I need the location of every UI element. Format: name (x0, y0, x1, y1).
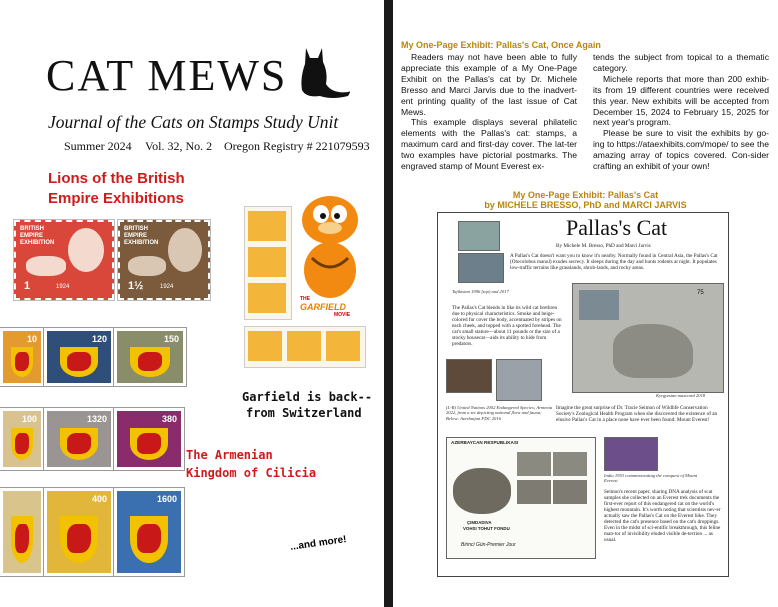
registry-number: Oregon Registry # 221079593 (224, 139, 370, 153)
stamp-armenia-olive: 150 (114, 328, 186, 386)
exhibit-title: Pallas's Cat (566, 215, 668, 240)
caption-tajikistan: Tajikistan 1996 (top) and 2017 (452, 289, 509, 294)
issue-volume: Vol. 32, No. 2 (145, 139, 213, 153)
garfield-stamp-strip (244, 206, 292, 320)
section-title-exhibit: My One-Page Exhibit: Pallas's Cat (512, 190, 659, 200)
armenian-headline-line2: Kingdom of Cilicia (186, 466, 317, 480)
stamp-armenia-navy: 120 (44, 328, 114, 386)
lion-figure-icon (128, 256, 166, 276)
garfield-caption-line2: from Switzerland (246, 406, 362, 420)
stamp-armenia-grey: 1320 (44, 408, 114, 470)
stamp-tajikistan-2017 (458, 253, 504, 283)
issue-season: Summer 2024 (64, 139, 132, 153)
pallas-cat-photo (613, 324, 693, 378)
paragraph: Michele reports that more than 200 exhib-its from 19 different countries were received this year. New exhibits will be accepted from December 15, 2024 to February 15, 2025 for next year's program. (593, 73, 769, 128)
azerbaijan-fdc: AZERBAYCAN RESPUBLIKASI ÇIMDADIVA VOHSI TOHUT FONDU Birinci Gün-Premier Jour (446, 437, 596, 559)
paragraph: Readers may not have been able to fully appreciate this example of a My One-Page Exhibit on the Pallas's cat by Dr. Michele Bresso and Marci Jarvis due to the inadvert-ent printing quality of the last issue of Cat Mews. (401, 52, 577, 117)
cover-page: CAT MEWS Journal of the Cats on Stamps Study Unit Summer 2024 Vol. 32, No. 2 Oregon Registry # 221079593 Lions of the British Empire Exhibitions BRITISH EMPIRE EXHIBITION 1 1924 BRITISH EMPIRE EXHIBITION 1½ 1924 THE GARFIELD MOVIE Garfield is back-- from Switzerland 10 120 150 100 1320 380 400 1600 The Armenian Kingdom of Cilicia ...and more! (0, 0, 384, 607)
journal-subtitle: Journal of the Cats on Stamps Study Unit (48, 112, 339, 132)
stamp-armenia-2022 (496, 359, 542, 401)
armenian-headline-line1: The Armenian (186, 448, 273, 462)
article-column-right (593, 52, 769, 172)
king-portrait (68, 228, 104, 272)
section-title-once-again: My One-Page Exhibit: Pallas's Cat, Once Again (401, 40, 601, 50)
stamp-british-empire-brown: BRITISH EMPIRE EXHIBITION 1½ 1924 (118, 220, 210, 300)
exhibit-byline: By Michele M. Bresso, PhD and Marci Jarvis (556, 243, 651, 249)
stamp-armenia-yellow: 400 (44, 488, 114, 576)
paragraph: tends the subject from topical to a thematic category. (593, 52, 769, 73)
stamp-armenia-sand (0, 488, 44, 576)
caption-un-armenia: (L-R) United Nations 2002 Endangered Species; Armenia 2022, from a set depicting national flora and fauna; Below: Azerbaijan FDC 2016 (446, 405, 553, 421)
kyrgyzstan-maxicard: 75 (572, 283, 724, 393)
section-byline-exhibit: by MICHELE BRESSO, PhD and MARCI JARVIS (484, 200, 687, 210)
and-more-tagline: ...and more! (289, 534, 348, 553)
headline-lions-line2: Empire Exhibitions (48, 190, 184, 207)
stamp-british-empire-red: BRITISH EMPIRE EXHIBITION 1 1924 (14, 220, 114, 300)
exhibit-sheet (437, 212, 729, 577)
stamp-armenia-blue: 1600 (114, 488, 184, 576)
caption-kyrgyzstan: Kyrgyzstan maxicard 2018 (656, 393, 706, 398)
exhibit-text-appearance: The Pallas's Cat blends in like its wild cat brethren due to physical characteristics. Smoke and beige-colored fur cover the body, accentuated by stripes on each cheek, and topped with a spotted forehead. The cat's small stature—about 11 pounds or the size of a stocky housecat—aids its ability to hide from predators. (452, 305, 562, 347)
stamp-armenia-tan: 100 (0, 408, 44, 470)
paragraph: Please be sure to visit the exhibits by go-ing to https://ataexhibits.com/mope/ to see the amazing array of topics covered. Con-sider crafting an exhibit of your own! (593, 128, 769, 172)
caption-india: India 1953 commemorating the conquest of Mount Everest (604, 473, 698, 484)
stamp-tajikistan-1996 (458, 221, 500, 251)
exhibit-intro: A Pallas's Cat doesn't want you to know it's nearby. Normally found in Central Asia, the Pallas's Cat (Otocolobus manul) exudes secrecy. It sleeps during the day and hunts rodents at night. It populates low-traffic terrains like grasslands, shrub-lands, and rocky areas. (510, 253, 718, 271)
article-column-left (401, 52, 577, 172)
exhibit-text-conclusion: Seimon's recent paper, sharing DNA analysis of scat samples she collected on an Everest trek documents the first-ever report of this endangered cat on the world's highest mountain. It's worth noting that scientists nev-er actually saw the Pallas's Cat on the Everest hike. They detected the cat's presence based on the cat's droppings. Even in the midst of sci-entific breakthrough, this feline man-tor of invisibility eluded visible de-tection ... as usual. (604, 489, 721, 543)
cat-silhouette-icon (292, 42, 354, 100)
exhibit-text-everest: Imagine the great surprise of Dr. Tracie Seimon of Wildlife Conservation Society's Zoological Health Program when she discovered the existence of an elusive Pallas's Cat in a place none have ever been found: Mount Everest! (556, 405, 718, 423)
stamp-india-1953 (604, 437, 658, 471)
pallas-cat-illustration (453, 468, 511, 514)
garfield-caption-line1: Garfield is back-- (242, 390, 373, 404)
lion-figure-icon (26, 256, 66, 276)
headline-lions-line1: Lions of the British (48, 170, 185, 187)
king-portrait (168, 228, 202, 272)
masthead-title: CAT MEWS (46, 51, 288, 100)
garfield-figure-icon (290, 184, 370, 304)
stamp-armenia-purple: 380 (114, 408, 184, 470)
stamp-armenia-orange: 10 (0, 328, 44, 386)
article-page (393, 0, 778, 607)
stamp-un-2002 (446, 359, 492, 393)
garfield-stamp-row (244, 326, 366, 368)
garfield-movie-logo: GARFIELD (300, 302, 346, 312)
paragraph: This example displays several philatelic elements with the Pallas's cat: stamps, a maximum card and first-day cover. The lat-ter two examples have pictorial postmarks. The engraved stamp of Mount Everest ex- (401, 117, 577, 172)
